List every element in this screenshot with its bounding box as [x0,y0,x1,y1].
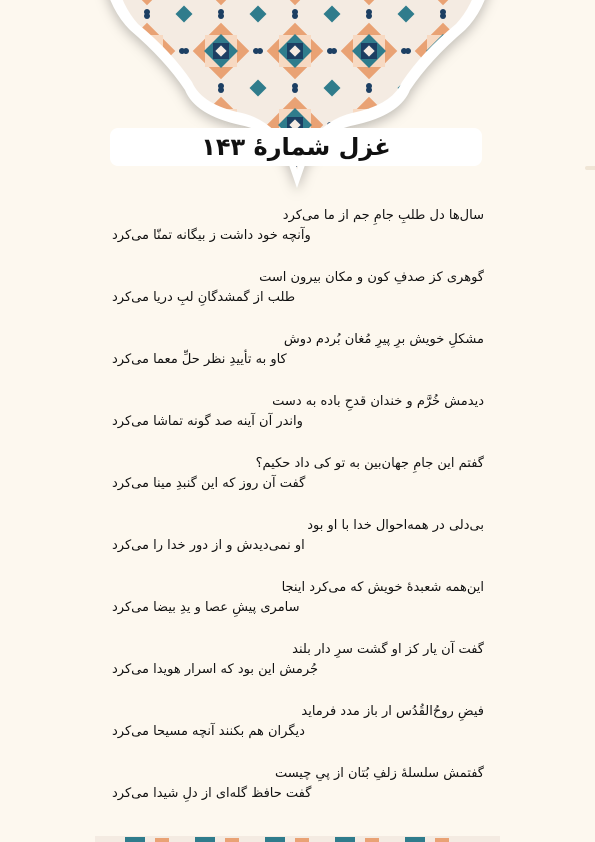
beyt [112,330,484,392]
poem [112,206,484,826]
beyt [112,578,484,640]
side-tab [585,166,595,170]
hemistich-second: گفت حافظ گله‌ای از دلِ شیدا می‌کرد [112,786,312,801]
beyt [112,268,484,330]
hemistich-first: این‌همه شعبدهٔ خویش که می‌کرد اینجا [281,580,484,595]
hemistich-second: سامری پیشِ عصا و یدِ بیضا می‌کرد [112,600,300,615]
hemistich-second: جُرمش این بود که اسرار هویدا می‌کرد [112,662,319,677]
hemistich-first: گفت آن یار کز او گشت سرِ دار بلند [292,642,484,657]
beyt [112,454,484,516]
hemistich-second: کاو به تأییدِ نظر حلِّ معما می‌کرد [112,352,287,367]
hemistich-first: بی‌دلی در همه‌احوال خدا با او بود [307,518,484,533]
hemistich-first: فیضِ روحُ‌القُدُس ار باز مدد فرماید [301,704,484,719]
beyt [112,640,484,702]
hemistich-second: طلب از گمشدگانِ لبِ دریا می‌کرد [112,290,296,305]
hemistich-second: وآنچه خود داشت ز بیگانه تمنّا می‌کرد [112,228,311,243]
beyt [112,206,484,268]
beyt [112,392,484,454]
hemistich-second: گفت آن روز که این گنبدِ مینا می‌کرد [112,476,306,491]
beyt [112,516,484,578]
hemistich-second: دیگران هم بکنند آنچه مسیحا می‌کرد [112,724,305,739]
beyt [112,702,484,764]
hemistich-first: دیدمش خُرَّم و خندان قدحِ باده به دست [272,394,484,409]
title-bar [110,128,482,166]
beyt [112,764,484,826]
hemistich-first: گفتم این جامِ جهان‌بین به تو کی داد حکیم؟ [255,456,484,471]
hemistich-first: گوهری کز صدفِ کون و مکان بیرون است [259,270,484,285]
hemistich-first: مشکلِ خویش برِ پیرِ مُغان بُردم دوش [283,332,484,347]
decorative-bottom-border [95,836,500,842]
hemistich-first: سال‌ها دل طلبِ جامِ جم از ما می‌کرد [282,208,484,223]
page-title: غزل شمارهٔ ۱۴۳ [201,133,391,161]
hemistich-second: واندر آن آینه صد گونه تماشا می‌کرد [112,414,303,429]
hemistich-first: گفتمش سلسلهٔ زلفِ بُتان از پیِ چیست [274,766,484,781]
hemistich-second: او نمی‌دیدش و از دور خدا را می‌کرد [112,538,305,553]
